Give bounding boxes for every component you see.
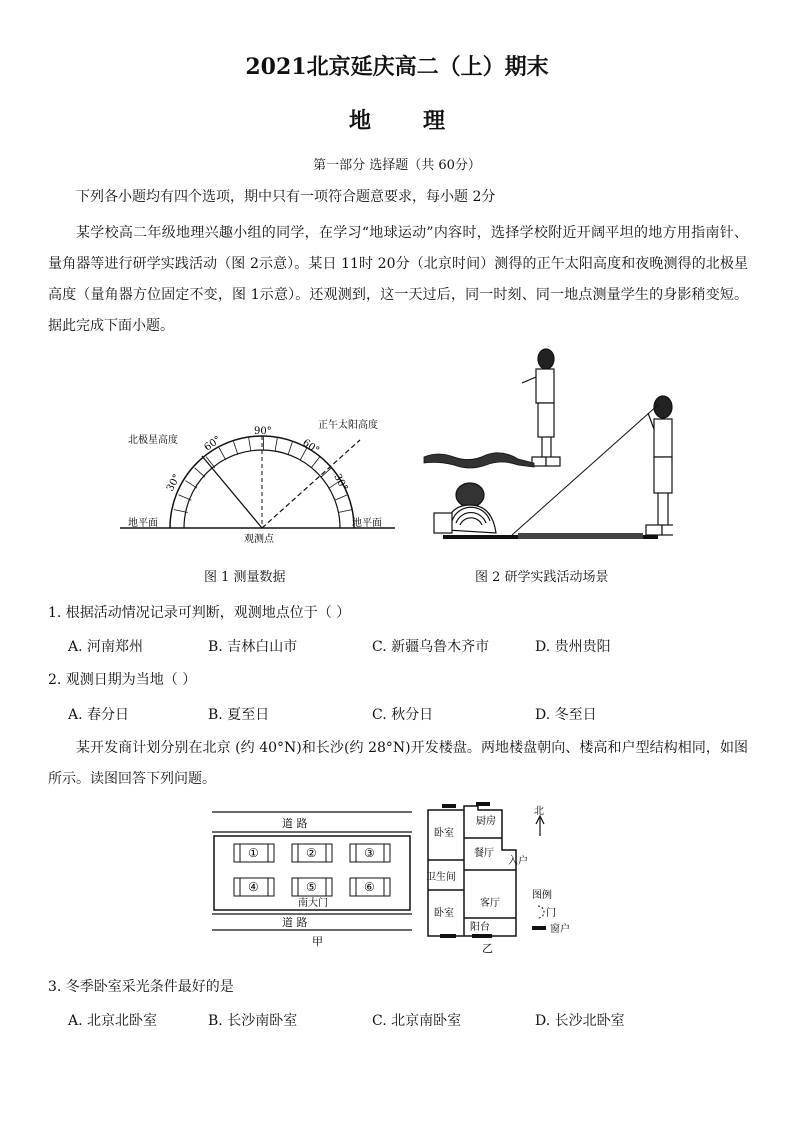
student-crouching: [434, 483, 496, 533]
north-star-line: [202, 456, 262, 528]
figure-1-protractor: [120, 410, 400, 550]
legend-window: 窗户: [550, 924, 570, 935]
question-2-option-b[interactable]: B. 夏至日: [208, 707, 270, 723]
road-bottom-label: 道 路: [282, 916, 308, 929]
question-1-option-b[interactable]: B. 吉林白山市: [208, 639, 298, 655]
question-3-stem: 3. 冬季卧室采光条件最好的是: [48, 979, 234, 995]
passage-1: 某学校高二年级地理兴趣小组的同学，在学习“地球运动”内容时，选择学校附近开阔平坦的地方用指南针、量角器等进行研学实践活动（图 2示意）。某日 11时 20分（北京时间）测得的正午太阳高度和夜晚测得的北极星高度（量角器方位固定不变，图 1示意）。还观测到，这一天过后，同一时刻、同一地点测量学生的身影稍变短。据此完成下面小题。: [48, 225, 748, 334]
question-1-option-a[interactable]: A. 河南郑州: [68, 639, 144, 655]
subject-char-2: 理: [423, 108, 446, 134]
label-observer: 观测点: [244, 534, 274, 545]
room-balcony: 阳台: [470, 922, 490, 933]
subject-heading: [0, 104, 794, 135]
window-mark: [472, 934, 492, 938]
page-title: 2021北京延庆高二（上）期末: [245, 54, 549, 80]
south-gate-label: 南大门: [298, 898, 328, 909]
student-top: [522, 349, 560, 466]
question-3-option-d[interactable]: D. 长沙北卧室: [535, 1013, 625, 1029]
passage-2: 某开发商计划分别在北京 (约 40°N)和长沙(约 28°N)开发楼盘。两地楼盘朝向、楼高和户型结构相同，如图所示。读图回答下列问题。: [48, 740, 748, 787]
student-shadow: [424, 453, 534, 468]
building-3: ③: [364, 846, 375, 860]
label-horizon-left: 地平面: [128, 518, 158, 529]
figure-3-site-plan: [212, 808, 412, 948]
question-3-option-a[interactable]: A. 北京北卧室: [68, 1013, 158, 1029]
building-4: ④: [248, 880, 259, 894]
legend-door: 门: [546, 908, 556, 919]
room-bedroom-1: 卧室: [434, 828, 454, 839]
window-legend-icon: [532, 926, 546, 930]
tick-label-60-left: 60°: [202, 434, 224, 454]
question-2-stem: 2. 观测日期为当地（ ）: [48, 672, 197, 688]
door-legend-icon: [538, 906, 544, 918]
label-entrance: 入户: [508, 856, 528, 867]
question-2-option-c[interactable]: C. 秋分日: [372, 707, 434, 723]
figure-3-floor-plan: [420, 800, 600, 960]
room-dining: 餐厅: [474, 848, 494, 859]
room-living: 客厅: [480, 898, 500, 909]
question-1-stem: 1. 根据活动情况记录可判断，观测地点位于（ ）: [48, 605, 351, 621]
window-mark: [442, 804, 456, 808]
tick-label-90: 90°: [254, 426, 272, 437]
room-bathroom: 卫生间: [426, 872, 456, 883]
sight-line: [512, 405, 658, 535]
label-jia: 甲: [312, 935, 323, 948]
instruction-text: 下列各小题均有四个选项，期中只有一项符合题意要求，每小题 2分: [76, 189, 496, 205]
question-1-option-d[interactable]: D. 贵州贵阳: [535, 639, 611, 655]
student-right: [646, 396, 673, 535]
question-3-option-c[interactable]: C. 北京南卧室: [372, 1013, 462, 1029]
question-2-option-a[interactable]: A. 春分日: [68, 707, 130, 723]
question-1-option-c[interactable]: C. 新疆乌鲁木齐市: [372, 639, 490, 655]
figure-1-caption: 图 1 测量数据: [204, 570, 286, 585]
label-noon-sun: 正午太阳高度: [318, 420, 378, 431]
window-mark: [440, 934, 456, 938]
subject-char-1: 地: [348, 108, 371, 134]
figure-2-caption: 图 2 研学实践活动场景: [475, 570, 609, 585]
room-kitchen: 厨房: [476, 816, 496, 827]
legend-title: 图例: [532, 890, 552, 901]
north-label: 北: [534, 806, 544, 817]
tick-label-60-right: 60°: [300, 437, 322, 457]
protractor-ticks: [174, 436, 352, 513]
building-1: ①: [248, 846, 259, 860]
building-5: ⑤: [306, 880, 317, 894]
building-2: ②: [306, 846, 317, 860]
figure-2-scene: [418, 345, 673, 550]
window-mark: [476, 802, 490, 806]
ground-shadow: [518, 533, 643, 539]
tick-label-30-right: 30°: [331, 472, 350, 494]
label-yi: 乙: [482, 942, 493, 955]
road-top-label: 道 路: [282, 817, 308, 830]
room-bedroom-2: 卧室: [434, 908, 454, 919]
section-heading: 第一部分 选择题（共 60分）: [313, 158, 481, 173]
building-6: ⑥: [364, 880, 375, 894]
question-3-option-b[interactable]: B. 长沙南卧室: [208, 1013, 298, 1029]
question-2-option-d[interactable]: D. 冬至日: [535, 707, 597, 723]
label-north-star: 北极星高度: [128, 435, 178, 446]
tick-label-30-left: 30°: [164, 472, 183, 494]
label-horizon-right: 地平面: [352, 518, 382, 529]
